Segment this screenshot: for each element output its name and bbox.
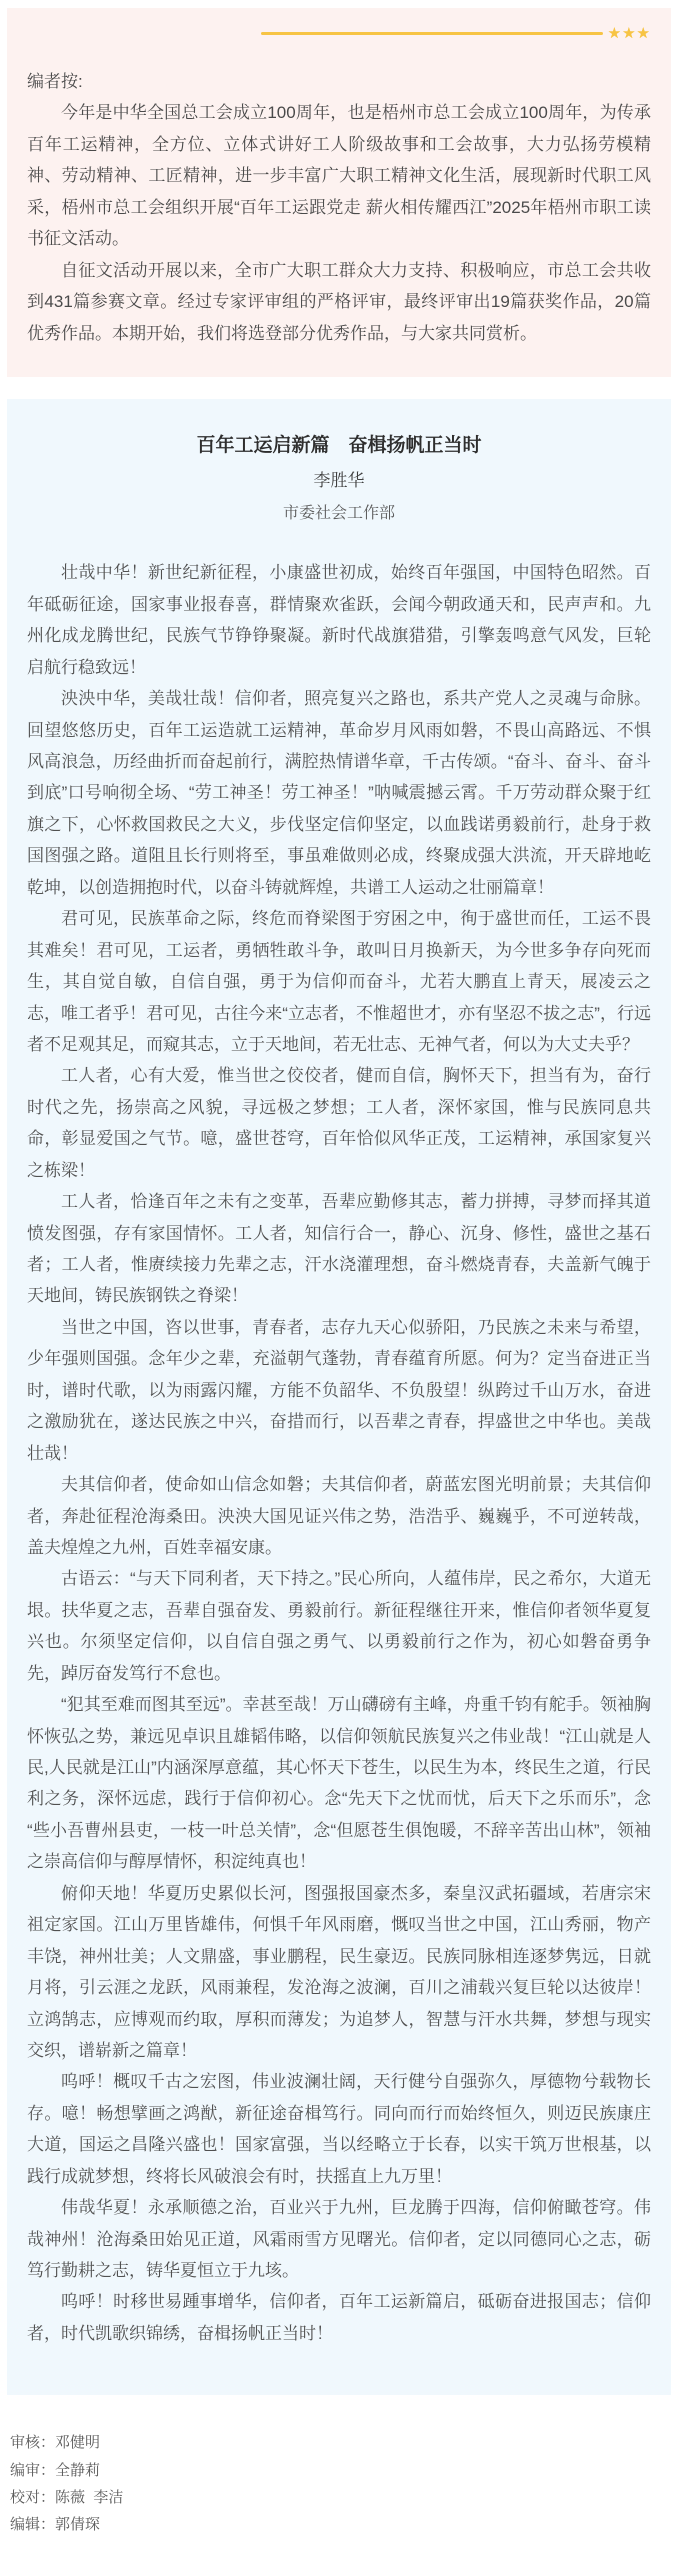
article-paragraph: 君可见，民族革命之际，终危而脊梁图于穷困之中，徇于盛世而任，工运不畏其难矣！君可见，工运者，勇牺牲敢斗争，敢叫日月换新天，为今世多争存向死而生，其自觉自敏，自信自强，勇于为信仰而奋斗，尤若大鹏直上青天，展凌云之志，唯工者乎！君可见，古往今来“立志者，不惟超世才，亦有坚忍不拔之志”，行远者不足观其足，而窥其志，立于天地间，若无壮志、无神气者，何以为大丈夫乎？ [27, 909, 651, 1054]
editor-note-card [7, 8, 671, 377]
stars-icon: ★★★ [607, 24, 651, 42]
credits-footer [10, 2429, 678, 2552]
article-paragraph: 伟哉华夏！永承顺德之治，百业兴于九州，巨龙腾于四海，信仰俯瞰苍穹。伟哉神州！沧海桑田始见正道，风霜雨雪方见曙光。信仰者，定以同德同心之志，砺笃行勤耕之志，铸华夏恒立于九垓。 [27, 2198, 651, 2281]
credit-editor-reviewer: 编审：全静莉 [10, 2461, 101, 2479]
article-paragraph: 壮哉中华！新世纪新征程，小康盛世初成，始终百年强国，中国特色昭然。百年砥砺征途，国家事业报春喜，群情聚欢雀跃，会闻今朝政通天和，民声声和。九州化成龙腾世纪，民族气节铮铮聚凝。新时代战旗猎猎，引擎轰鸣意气风发，巨轮启航行稳致远！ [27, 563, 651, 677]
credit-reviewer: 审核：邓健明 [10, 2434, 101, 2452]
credit-proofreaders: 校对：陈薇 李洁 [10, 2488, 124, 2506]
article-paragraph: 呜呼！概叹千古之宏图，伟业波澜壮阔，天行健兮自强弥久，厚德物兮载物长存。噫！畅想擘画之鸿猷，新征途奋楫笃行。同向而行而始终恒久，则迈民族康庄大道，国运之昌隆兴盛也！国家富强，当以经略立于长春，以实干筑万世根基，以践行成就梦想，终将长风破浪会有时，扶摇直上九万里！ [27, 2072, 651, 2186]
article-paragraph: 夫其信仰者，使命如山信念如磐；夫其信仰者，蔚蓝宏图光明前景；夫其信仰者，奔赴征程沧海桑田。泱泱大国见证兴伟之势，浩浩乎、巍巍乎，不可逆转哉，盖夫煌煌之九州，百姓幸福安康。 [27, 1475, 651, 1557]
article-title: 百年工运启新篇 奋楫扬帆正当时 [196, 434, 482, 456]
article-paragraph: 工人者，恰逢百年之未有之变革，吾辈应勤修其志，蓄力拼搏，寻梦而择其道愤发图强，存有家国情怀。工人者，知信行合一，静心、沉身、修性，盛世之基石者；工人者，惟赓续接力先辈之志，汗水浇灌理想，奋斗燃烧青春，夫盖新气魄于天地间，铸民族钢铁之脊梁！ [27, 1192, 651, 1306]
gold-divider-line [261, 32, 603, 35]
article-paragraph: 当世之中国，咨以世事，青春者，志存九天心似骄阳，乃民族之未来与希望，少年强则国强。念年少之辈，充溢朝气蓬勃，青春蕴育所愿。何为？定当奋进正当时，谱时代歌，以为雨露闪耀，方能不负韶华、不负殷望！纵跨过千山万水，奋进之激励犹在，遂达民族之中兴，奋措而行，以吾辈之青春，捍盛世之中华也。美哉壮哉！ [27, 1317, 651, 1463]
editor-note-paragraph: 自征文活动开展以来，全市广大职工群众大力支持、积极响应，市总工会共收到431篇参赛文章。经过专家评审组的严格评审，最终评审出19篇获奖作品，20篇优秀作品。本期开始，我们将选登部分优秀作品，与大家共同赏析。 [27, 260, 651, 343]
article-paragraph: “犯其至难而图其至远”。幸甚至哉！万山礴磅有主峰，舟重千钧有舵手。领袖胸怀恢弘之势，兼远见卓识且雄韬伟略，以信仰领航民族复兴之伟业哉！“江山就是人民,人民就是江山”内涵深厚意蕴，其心怀天下苍生，以民生为本，终民生之道，行民利之务，深怀远虑，践行于信仰初心。念“先天下之忧而忧，后天下之乐而乐”，念“些小吾曹州县吏，一枝一叶总关情”，念“但愿苍生俱饱暖，不辞辛苦出山林”，领袖之崇高信仰与醇厚情怀，积淀纯真也！ [27, 1695, 651, 1872]
article-paragraph: 俯仰天地！华夏历史累似长河，图强报国豪杰多，秦皇汉武拓疆域，若唐宗宋祖定家国。江山万里皆雄伟，何惧千年风雨磨，慨叹当世之中国，江山秀丽，物产丰饶，神州壮美；人文鼎盛，事业鹏程，民生豪迈。民族同脉相连逐梦隽远，日就月将，引云涯之龙跃，风雨兼程，发沧海之波澜，百川之浦载兴复巨轮以达彼岸！立鸿鹄志，应博观而约取，厚积而薄发；为追梦人，智慧与汗水共舞，梦想与现实交织，谱崭新之篇章！ [27, 1883, 651, 2060]
article-paragraph: 古语云：“与天下同利者，天下持之。”民心所向，人蕴伟岸，民之希尔，大道无垠。扶华夏之志，吾辈自强奋发、勇毅前行。新征程继往开来，惟信仰者领华夏复兴也。尔须坚定信仰，以自信自强之勇气、以勇毅前行之作为，初心如磐奋勇争先，踔厉奋发笃行不怠也。 [27, 1569, 651, 1683]
editor-note-label: 编者按: [27, 72, 83, 91]
header-decoration [27, 24, 651, 42]
article-department: 市委社会工作部 [282, 505, 395, 523]
article-paragraph: 泱泱中华，美哉壮哉！信仰者，照亮复兴之路也，系共产党人之灵魂与命脉。回望悠悠历史，百年工运造就工运精神，革命岁月风雨如磐，不畏山高路远、不惧风高浪急，历经曲折而奋起前行，满腔热情谱华章，千古传颂。“奋斗、奋斗、奋斗到底”口号响彻全场、“劳工神圣！劳工神圣！”呐喊震撼云霄。千万劳动群众聚于红旗之下，心怀救国救民之大义，步伐坚定信仰坚定，以血践诺勇毅前行，赴身于救国图强之路。道阻且长行则将至，事虽难做则必成，终聚成强大洪流，开天辟地屹乾坤，以创造拥抱时代，以奋斗铸就辉煌，共谱工人运动之壮丽篇章！ [27, 689, 651, 897]
article-author: 李胜华 [313, 471, 365, 491]
article-paragraph: 呜呼！时移世易踵事增华，信仰者，百年工运新篇启，砥砺奋进报国志；信仰者，时代凯歌织锦绣，奋楫扬帆正当时！ [27, 2292, 651, 2343]
article-card [7, 399, 671, 2395]
article-page [0, 8, 678, 2553]
editor-note-paragraph: 今年是中华全国总工会成立100周年，也是梧州市总工会成立100周年，为传承百年工运精神，全方位、立体式讲好工人阶级故事和工会故事，大力弘扬劳模精神、劳动精神、工匠精神，进一步丰富广大职工精神文化生活，展现新时代职工风采，梧州市总工会组织开展“百年工运跟党走 薪火相传耀西江”2025年梧州市职工读书征文活动。 [27, 103, 651, 249]
credit-editor: 编辑：郭倩琛 [10, 2516, 101, 2534]
article-paragraph: 工人者，心有大爱，惟当世之佼佼者，健而自信，胸怀天下，担当有为，奋行时代之先，扬崇高之风貌，寻远极之梦想；工人者，深怀家国，惟与民族同息共命，彰显爱国之气节。噫，盛世苍穹，百年恰似风华正茂，工运精神，承国家复兴之栋梁！ [27, 1066, 651, 1180]
